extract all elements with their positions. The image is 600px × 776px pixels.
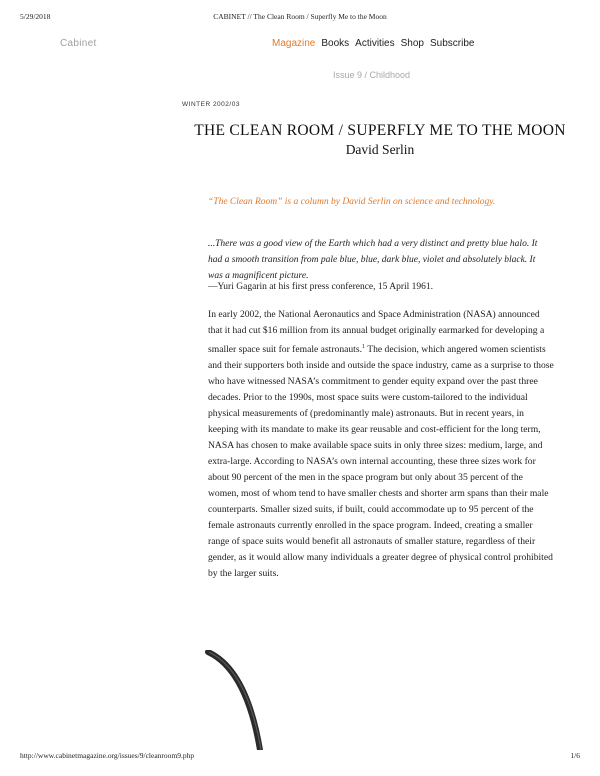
epigraph-quote: ...There was a good view of the Earth which had a very distinct and pretty blue halo. It had a smooth transition from pale blue, blue, dark blue, violet and absolutely black. It was a magnificent picture. — [208, 239, 538, 281]
nav-shop[interactable]: Shop — [400, 38, 424, 49]
footnote-link[interactable]: 1 — [361, 344, 365, 350]
body-paragraph-start: In early 2002, the National Aeronautics and Space Administration (NASA) announced that it had cut $16 million from its annual budget originally earmarked for developing a smaller space suit for female astronauts. — [208, 309, 545, 356]
print-url: http://www.cabinetmagazine.org/issues/9/cleanroom9.php — [20, 751, 195, 760]
nav-activities[interactable]: Activities — [355, 38, 395, 49]
nav-books[interactable]: Books — [321, 38, 350, 49]
article-body — [208, 307, 554, 582]
main-nav — [272, 38, 474, 49]
nav-magazine[interactable]: Magazine — [272, 38, 316, 49]
issue-link[interactable]: Issue 9 / Childhood — [333, 70, 411, 80]
article-illustration — [200, 650, 280, 750]
epigraph-attribution: —Yuri Gagarin at his first press conference, 15 April 1961. — [208, 282, 434, 292]
nav-subscribe[interactable]: Subscribe — [429, 38, 475, 49]
illustration-arc — [208, 652, 260, 750]
column-note: “The Clean Room” is a column by David Serlin on science and technology. — [208, 197, 496, 207]
article-title: THE CLEAN ROOM / SUPERFLY ME TO THE MOON — [194, 122, 566, 139]
site-logo-link[interactable]: Cabinet — [60, 38, 97, 49]
print-date: 5/29/2018 — [20, 12, 51, 21]
body-paragraph-rest: The decision, which angered women scientists and their supporters both inside and outside the space industry, came as a surprise to those who have witnessed NASA’s commitment to gender equity expand over the past three decades. Prior to the 1990s, most space suits were custom-tailored to the individual physical measurements of (predominantly male) astronauts. But in recent years, in keeping with its mandate to make its gear reusable and cost-efficient for the long term, NASA has chosen to make available space suits in only three sizes: medium, large, and extra-large. According to NASA’s own internal accounting, these three sizes work for about 90 percent of the men in the space program but only about 35 percent of the women, most of whom tend to have smaller chests and shorter arm spans than their male counterparts. Smaller sized suits, if built, could accommodate up to 95 percent of the female astronauts currently enrolled in the space program. Indeed, creating a smaller range of space suits would benefit all astronauts of smaller stature, regardless of their gender, as it would allow many individuals a greater degree of physical control prohibited by the larger suits. — [208, 344, 554, 580]
article-author: David Serlin — [345, 142, 415, 157]
print-page-title: CABINET // The Clean Room / Superfly Me to the Moon — [213, 12, 387, 21]
print-page-number: 1/6 — [570, 751, 580, 760]
article-season: WINTER 2002/03 — [182, 101, 240, 108]
